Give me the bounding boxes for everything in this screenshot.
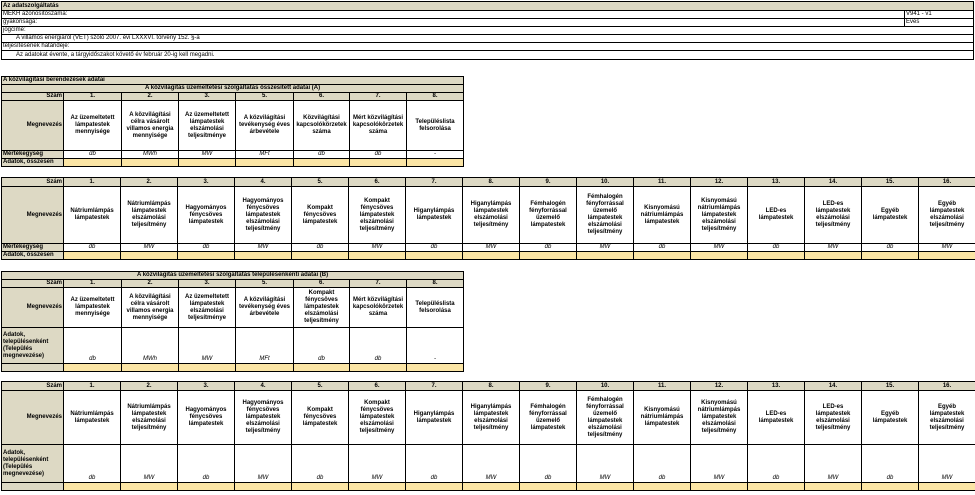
col-num: 1.: [64, 178, 121, 187]
unit-cell: MW: [349, 244, 406, 252]
col-name: Kompakt fénycsöves lámpatestek elszámolási teljesítmény: [349, 187, 406, 244]
unit-label: Mértékegység: [2, 151, 64, 159]
section-title: A közvilágítási berendezések adatai: [2, 77, 464, 85]
table-a: [1, 76, 464, 167]
table-b-caption: A közvilágítás üzemeltetési szolgáltatás településenkénti adatai (B): [2, 272, 464, 280]
col-num: 6.: [294, 93, 350, 101]
col-num: 13.: [748, 382, 805, 391]
unit-cell: db: [634, 244, 691, 252]
col-name: Településlista felsorolása: [407, 288, 464, 328]
szam-label: Szám: [2, 93, 64, 101]
col-num: 8.: [463, 382, 520, 391]
col-num: 5.: [292, 178, 349, 187]
input-cell[interactable]: [520, 483, 577, 491]
table-a-num-row: [2, 93, 464, 101]
unit-cell: MW: [121, 244, 178, 252]
col-name: Hagyományos fénycsöves lámpatestek: [178, 187, 235, 244]
col-name: Nátriumlámpás lámpatestek: [64, 391, 121, 445]
unit-cell: MW: [463, 445, 520, 483]
name-label: Megnevezés: [2, 391, 64, 445]
unit-cell: db: [64, 445, 121, 483]
meta-deadline-label: teljesítésének határideje:: [2, 43, 974, 51]
col-name: Kompakt fénycsöves lámpatestek: [292, 391, 349, 445]
col-name: Fémhalogén fényforrással üzemelő lámpatestek: [520, 391, 577, 445]
unit-cell: MW: [577, 244, 634, 252]
col-num: 16.: [919, 178, 975, 187]
table-b-name-row: [2, 288, 464, 328]
unit-cell: MW: [919, 445, 975, 483]
input-cell[interactable]: [294, 159, 350, 167]
col-name: Higanylámpás lámpatestek elszámolási teljesítmény: [463, 391, 520, 445]
col-num: 3.: [178, 178, 235, 187]
input-cell[interactable]: [805, 252, 862, 260]
input-cell[interactable]: [520, 252, 577, 260]
col-name: Kompakt fénycsöves lámpatestek: [292, 187, 349, 244]
total-label: Adatok, összesen: [2, 159, 64, 167]
col-num: 11.: [634, 178, 691, 187]
table-a2-name-row: [2, 187, 975, 244]
meta-table: [1, 1, 974, 60]
unit-cell: MW: [179, 328, 236, 364]
col-num: 2.: [121, 382, 178, 391]
col-name: Kisnyomású nátriumlámpás lámpatestek elszámolási teljesítmény: [691, 187, 748, 244]
col-num: 9.: [520, 382, 577, 391]
unit-cell: db: [748, 445, 805, 483]
table-b2-input-row: [2, 483, 975, 491]
col-name: A közvilágítási célra vásárolt villamos energia mennyisége: [122, 288, 179, 328]
meta-title: Az adatszolgáltatás: [2, 2, 974, 11]
input-cell[interactable]: [862, 483, 919, 491]
col-name: Az üzemeltetett lámpatestek mennyisége: [64, 101, 122, 151]
meta-legal-label: jogcíme:: [2, 27, 974, 35]
col-name: Településlista felsorolása: [407, 101, 464, 151]
table-b: [1, 271, 464, 372]
col-num: 9.: [520, 178, 577, 187]
unit-cell: MW: [691, 244, 748, 252]
col-num: 8.: [407, 93, 464, 101]
unit-cell: db: [520, 445, 577, 483]
col-name: A közvilágítási tevékenység éves árbevétele: [236, 101, 294, 151]
unit-cell: db: [294, 328, 350, 364]
unit-cell: db: [64, 244, 121, 252]
unit-cell: MW: [805, 445, 862, 483]
input-cell[interactable]: [406, 252, 463, 260]
unit-cell: MW: [919, 244, 975, 252]
col-name: Fémhalogén fényforrással üzemelő lámpatestek elszámolási teljesítmény: [577, 187, 634, 244]
col-num: 5.: [236, 93, 294, 101]
unit-cell: MW: [805, 244, 862, 252]
name-label: Megnevezés: [2, 288, 64, 328]
input-cell[interactable]: [577, 252, 634, 260]
col-name: A közvilágítási tevékenység éves árbevétele: [236, 288, 294, 328]
input-cell[interactable]: [691, 483, 748, 491]
meta-legal-value: A villamos energiáról (VET) szóló 2007. évi LXXXVI. törvény 152. §-a: [2, 35, 974, 43]
col-name: Higanylámpás lámpatestek elszámolási teljesítmény: [463, 187, 520, 244]
unit-cell: MW: [179, 151, 236, 159]
col-name: Kompakt fénycsöves lámpatestek elszámolási teljesítmény: [294, 288, 350, 328]
input-cell[interactable]: [634, 252, 691, 260]
unit-cell: db: [64, 328, 122, 364]
table-a2-total-row: [2, 252, 975, 260]
col-num: 6.: [349, 178, 406, 187]
col-num: 15.: [862, 382, 919, 391]
input-cell[interactable]: [919, 483, 975, 491]
unit-cell: db: [350, 151, 407, 159]
col-name: Hagyományos fénycsöves lámpatestek elszámolási teljesítmény: [235, 187, 292, 244]
input-cell[interactable]: [748, 252, 805, 260]
szam-label: Szám: [2, 178, 64, 187]
input-cell[interactable]: [294, 364, 350, 372]
input-cell[interactable]: [236, 159, 294, 167]
col-name: A közvilágítási célra vásárolt villamos energia mennyisége: [122, 101, 179, 151]
col-name: LED-es lámpatestek: [748, 187, 805, 244]
table-b-num-row: [2, 280, 464, 288]
col-name: Hagyományos fénycsöves lámpatestek: [178, 391, 235, 445]
unit-cell: db: [634, 445, 691, 483]
input-cell[interactable]: [350, 364, 407, 372]
input-cell[interactable]: [463, 252, 520, 260]
input-cell[interactable]: [463, 483, 520, 491]
input-cell[interactable]: [178, 483, 235, 491]
input-cell[interactable]: [577, 483, 634, 491]
row-label: Adatok, településenként (Település megnevezése): [2, 328, 64, 364]
unit-cell: db: [294, 151, 350, 159]
col-num: 10.: [577, 178, 634, 187]
col-name: Mért közvilágítási kapcsolókörzetek száma: [350, 288, 407, 328]
unit-cell: db: [350, 328, 407, 364]
input-cell[interactable]: [407, 159, 464, 167]
input-cell[interactable]: [634, 483, 691, 491]
table-a-name-row: [2, 101, 464, 151]
unit-cell: MFt: [236, 151, 294, 159]
col-num: 1.: [64, 382, 121, 391]
unit-cell: MW: [235, 445, 292, 483]
szam-label: Szám: [2, 280, 64, 288]
table-b-data-row: [2, 328, 464, 364]
col-num: 15.: [862, 178, 919, 187]
input-cell[interactable]: [121, 252, 178, 260]
input-cell[interactable]: [235, 252, 292, 260]
unit-cell: MFt: [236, 328, 294, 364]
col-num: 8.: [407, 280, 464, 288]
total-label: Adatok, összesen: [2, 252, 64, 260]
col-num: 8.: [463, 178, 520, 187]
table-b-input-row: [2, 364, 464, 372]
input-cell[interactable]: [179, 364, 236, 372]
row-label: Adatok, településenként (Település megnevezése): [2, 445, 64, 483]
col-name: Nátriumlámpás lámpatestek elszámolási teljesítmény: [121, 391, 178, 445]
unit-cell: db: [862, 244, 919, 252]
input-cell[interactable]: [179, 159, 236, 167]
table-a2-num-row: [2, 178, 975, 187]
col-num: 7.: [350, 93, 407, 101]
col-name: Kisnyomású nátriumlámpás lámpatestek elszámolási teljesítmény: [691, 391, 748, 445]
col-num: 12.: [691, 382, 748, 391]
table-a-total-row: [2, 159, 464, 167]
col-num: 5.: [292, 382, 349, 391]
table-b-detail: [1, 381, 975, 491]
col-name: Egyéb lámpatestek: [862, 187, 919, 244]
col-name: Nátriumlámpás lámpatestek: [64, 187, 121, 244]
col-num: 7.: [406, 178, 463, 187]
col-num: 4.: [235, 178, 292, 187]
col-num: 3.: [178, 382, 235, 391]
input-cell[interactable]: [350, 159, 407, 167]
col-name: LED-es lámpatestek elszámolási teljesítmény: [805, 391, 862, 445]
input-cell[interactable]: [748, 483, 805, 491]
table-b2-num-row: [2, 382, 975, 391]
col-name: Az üzemeltetett lámpatestek elszámolási teljesítménye: [179, 101, 236, 151]
col-name: Fémhalogén fényforrással üzemelő lámpatestek elszámolási teljesítmény: [577, 391, 634, 445]
col-num: 2.: [122, 280, 179, 288]
unit-cell: MWh: [122, 328, 179, 364]
meta-freq-label: gyakorisága:: [2, 19, 905, 27]
unit-cell: db: [862, 445, 919, 483]
unit-cell: MW: [577, 445, 634, 483]
unit-cell: MW: [691, 445, 748, 483]
col-name: Egyéb lámpatestek: [862, 391, 919, 445]
col-num: 11.: [634, 382, 691, 391]
unit-cell: -: [407, 328, 464, 364]
col-num: 12.: [691, 178, 748, 187]
unit-cell: db: [406, 244, 463, 252]
col-num: 1.: [64, 93, 122, 101]
unit-cell: MW: [463, 244, 520, 252]
col-num: 14.: [805, 382, 862, 391]
table-a-caption: A közvilágítás üzemeltetési szolgáltatás összesített adatai (A): [2, 85, 464, 93]
col-num: 7.: [406, 382, 463, 391]
unit-cell: db: [406, 445, 463, 483]
input-cell[interactable]: [805, 483, 862, 491]
col-name: Kisnyomású nátriumlámpás lámpatestek: [634, 187, 691, 244]
col-name: Fémhalogén fényforrással üzemelő lámpatestek: [520, 187, 577, 244]
unit-cell: db: [178, 244, 235, 252]
row-label-spacer: [2, 483, 64, 491]
unit-cell: db: [292, 445, 349, 483]
input-cell[interactable]: [349, 483, 406, 491]
unit-cell: MW: [349, 445, 406, 483]
unit-cell: db: [748, 244, 805, 252]
col-name: Egyéb lámpatestek elszámolási teljesítmény: [919, 391, 975, 445]
col-num: 16.: [919, 382, 975, 391]
input-cell[interactable]: [292, 252, 349, 260]
col-num: 13.: [748, 178, 805, 187]
meta-freq-value: Éves: [905, 19, 974, 27]
unit-cell: db: [178, 445, 235, 483]
col-name: Közvilágítási kapcsolókörzetek száma: [294, 101, 350, 151]
input-cell[interactable]: [691, 252, 748, 260]
unit-cell: MWh: [122, 151, 179, 159]
table-a2-unit-row: [2, 244, 975, 252]
input-cell[interactable]: [64, 483, 121, 491]
name-label: Megnevezés: [2, 101, 64, 151]
table-b2-data-row: [2, 445, 975, 483]
input-cell[interactable]: [178, 252, 235, 260]
input-cell[interactable]: [862, 252, 919, 260]
col-name: LED-es lámpatestek elszámolási teljesítmény: [805, 187, 862, 244]
unit-cell: -: [407, 151, 464, 159]
input-cell[interactable]: [64, 159, 122, 167]
meta-code-label: MEKH azonosítószáma:: [2, 11, 905, 19]
col-name: Egyéb lámpatestek elszámolási teljesítmény: [919, 187, 975, 244]
col-name: Higanylámpás lámpatestek: [406, 391, 463, 445]
input-cell[interactable]: [236, 364, 294, 372]
col-num: 3.: [179, 93, 236, 101]
col-num: 4.: [235, 382, 292, 391]
input-cell[interactable]: [292, 483, 349, 491]
input-cell[interactable]: [406, 483, 463, 491]
unit-label: Mértékegység: [2, 244, 64, 252]
col-num: 7.: [350, 280, 407, 288]
meta-code-value: V941 - v1: [905, 11, 974, 19]
col-num: 14.: [805, 178, 862, 187]
col-num: 2.: [122, 93, 179, 101]
col-num: 1.: [64, 280, 122, 288]
col-name: Nátriumlámpás lámpatestek elszámolási teljesítmény: [121, 187, 178, 244]
input-cell[interactable]: [64, 252, 121, 260]
col-num: 6.: [294, 280, 350, 288]
col-name: Higanylámpás lámpatestek: [406, 187, 463, 244]
input-cell[interactable]: [122, 364, 179, 372]
row-label-spacer: [2, 364, 64, 372]
col-num: 10.: [577, 382, 634, 391]
col-name: Hagyományos fénycsöves lámpatestek elszámolási teljesítmény: [235, 391, 292, 445]
unit-cell: MW: [235, 244, 292, 252]
col-name: Az üzemeltetett lámpatestek mennyisége: [64, 288, 122, 328]
col-num: 6.: [349, 382, 406, 391]
input-cell[interactable]: [121, 483, 178, 491]
szam-label: Szám: [2, 382, 64, 391]
table-a-detail: [1, 177, 975, 260]
col-name: Mért közvilágítási kapcsolókörzetek száma: [350, 101, 407, 151]
input-cell[interactable]: [64, 364, 122, 372]
input-cell[interactable]: [235, 483, 292, 491]
col-name: Kisnyomású nátriumlámpás lámpatestek: [634, 391, 691, 445]
unit-cell: db: [64, 151, 122, 159]
col-name: Kompakt fénycsöves lámpatestek elszámolási teljesítmény: [349, 391, 406, 445]
input-cell[interactable]: [349, 252, 406, 260]
input-cell[interactable]: [122, 159, 179, 167]
name-label: Megnevezés: [2, 187, 64, 244]
col-num: 3.: [179, 280, 236, 288]
col-name: Az üzemeltetett lámpatestek elszámolási teljesítménye: [179, 288, 236, 328]
unit-cell: db: [520, 244, 577, 252]
table-a-unit-row: [2, 151, 464, 159]
unit-cell: MW: [121, 445, 178, 483]
unit-cell: db: [292, 244, 349, 252]
input-cell[interactable]: [919, 252, 975, 260]
col-num: 5.: [236, 280, 294, 288]
meta-deadline-value: Az adatokat évente, a tárgyidőszakot követő év február 20-ig kell megadni.: [2, 51, 974, 60]
col-num: 2.: [121, 178, 178, 187]
table-b2-name-row: [2, 391, 975, 445]
input-cell[interactable]: [407, 364, 464, 372]
col-name: LED-es lámpatestek: [748, 391, 805, 445]
